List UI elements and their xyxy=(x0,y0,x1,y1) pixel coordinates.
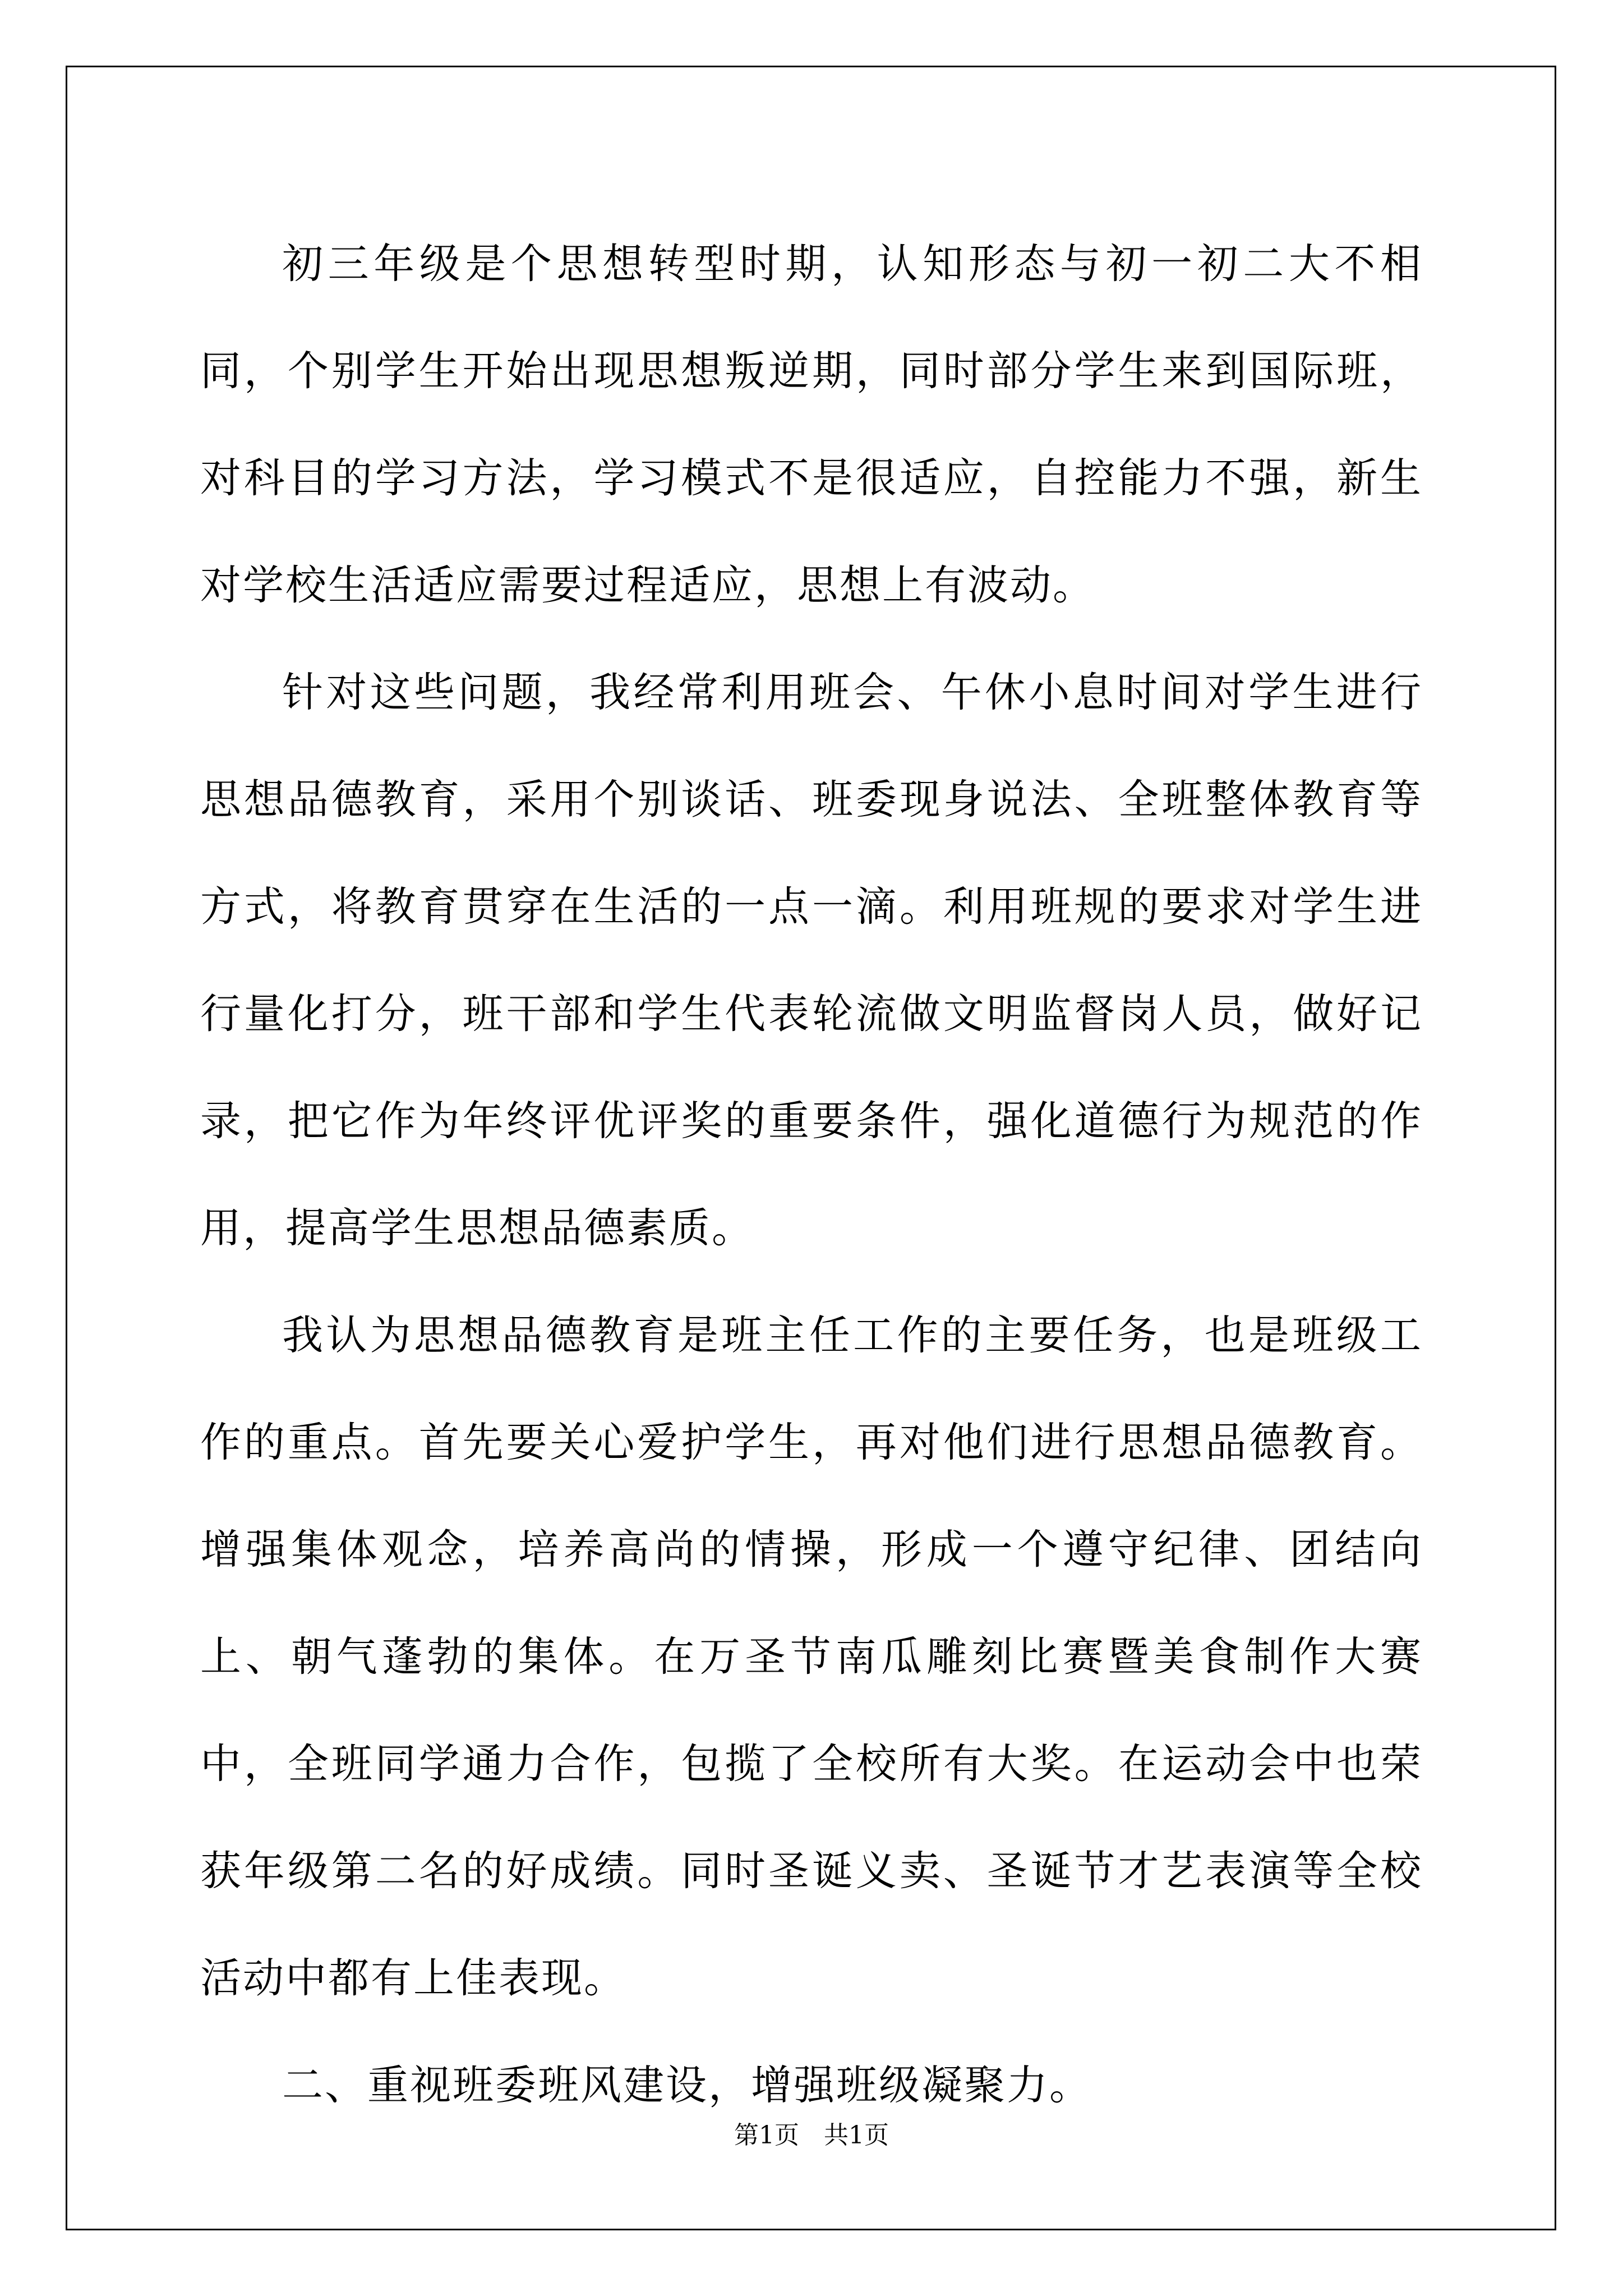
paragraph-2: 针对这些问题，我经常利用班会、午休小息时间对学生进行思想品德教育，采用个别谈话、班委现身说法、全班整体教育等方式，将教育贯穿在生活的一点一滴。利用班规的要求对学生进行量化打分，班干部和学生代表轮流做文明监督岗人员，做好记录，把它作为年终评优评奖的重要条件，强化道德行为规范的作用，提高学生思想品德素质。 xyxy=(200,669,1423,1252)
document-body xyxy=(200,210,1423,2139)
page-number-footer: 第1页 共1页 xyxy=(734,2121,889,2150)
paragraph-3: 我认为思想品德教育是班主任工作的主要任务，也是班级工作的重点。首先要关心爱护学生，再对他们进行思想品德教育。增强集体观念，培养高尚的情操，形成一个遵守纪律、团结向上、朝气蓬勃的集体。在万圣节南瓜雕刻比赛暨美食制作大赛中，全班同学通力合作，包揽了全校所有大奖。在运动会中也荣获年级第二名的好成绩。同时圣诞义卖、圣诞节才艺表演等全校活动中都有上佳表现。 xyxy=(200,1312,1423,2002)
section-heading: 二、重视班委班风建设，增强班级凝聚力。 xyxy=(282,2062,1092,2109)
paragraph-1: 初三年级是个思想转型时期，认知形态与初一初二大不相同，个别学生开始出现思想叛逆期，同时部分学生来到国际班，对科目的学习方法，学习模式不是很适应，自控能力不强，新生对学校生活适应需要过程适应，思想上有波动。 xyxy=(200,240,1423,609)
